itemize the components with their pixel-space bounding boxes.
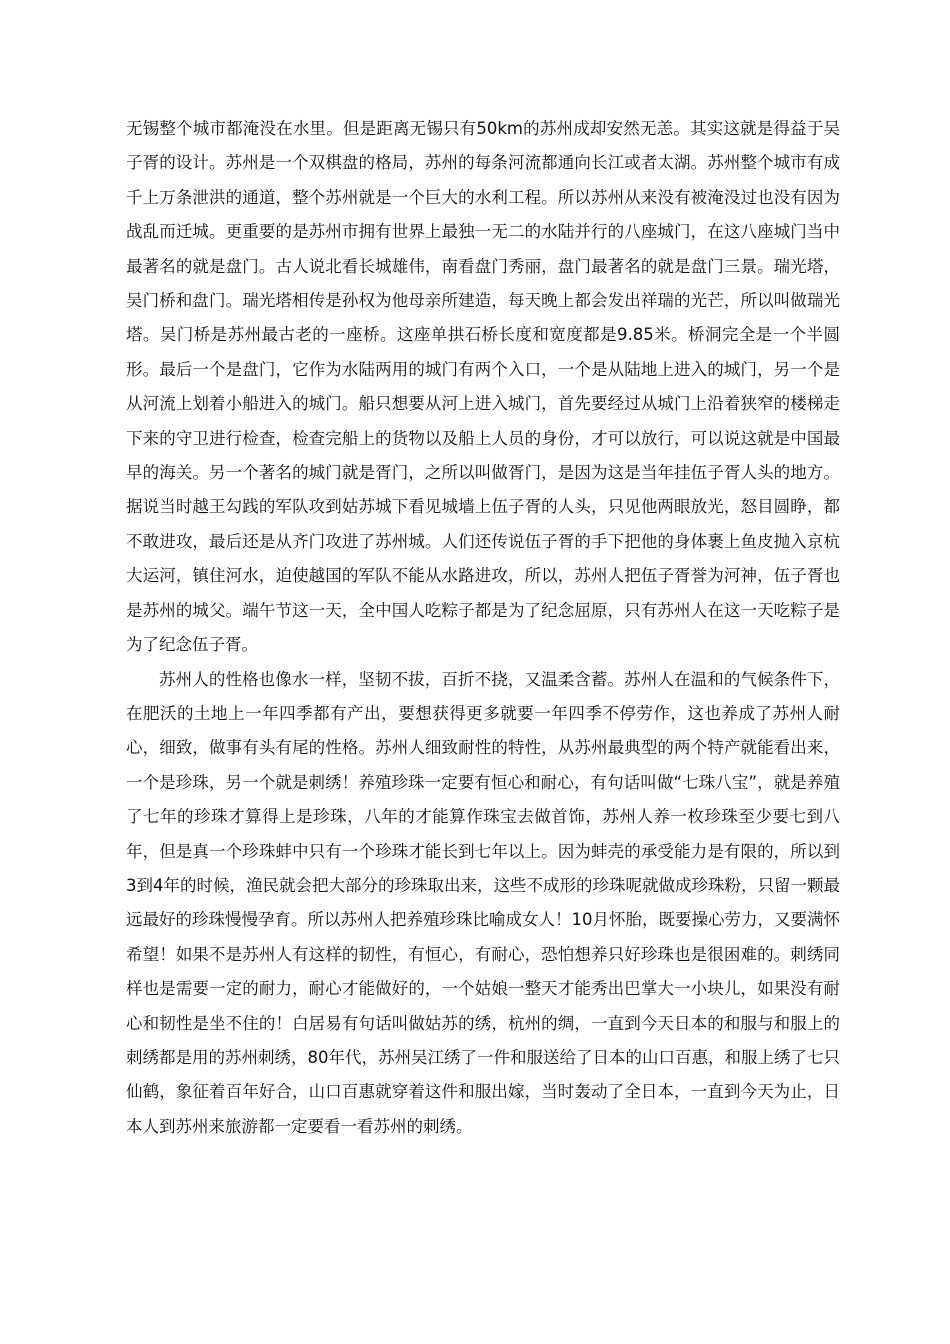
paragraph-suzhou-character: 苏州人的性格也像水一样，坚韧不拔，百折不挠，又温柔含蓄。苏州人在温和的气候条件下，在肥沃的土地上一年四季都有产出，要想获得更多就要一年四季不停劳作，这也养成了苏州人耐心，细致，做事有头有尾的性格。苏州人细致耐性的特性，从苏州最典型的两个特产就能看出来，一个是珍珠，另一个就是刺绣！养殖珍珠一定要有恒心和耐心，有句话叫做“七珠八宝”，就是养殖了七年的珍珠才算得上是珍珠，八年的才能算作珠宝去做首饰，苏州人养一枚珍珠至少要七到八年，但是真一个珍珠蚌中只有一个珍珠才能长到七年以上。因为蚌壳的承受能力是有限的，所以到3到4年的时候，渔民就会把大部分的珍珠取出来，这些不成形的珍珠呢就做成珍珠粉，只留一颗最远最好的珍珠慢慢孕育。所以苏州人把养殖珍珠比喻成女人！10月怀胎，既要操心劳力，又要满怀希望！如果不是苏州人有这样的韧性，有恒心，有耐心，恐怕想养只好珍珠也是很困难的。刺绣同样也是需要一定的耐力，耐心才能做好的，一个姑娘一整天才能秀出巴掌大一小块儿，如果没有耐心和韧性是坐不住的！白居易有句话叫做姑苏的绣，杭州的绸，一直到今天日本的和服与和服上的刺绣都是用的苏州刺绣，80年代，苏州吴江绣了一件和服送给了日本的山口百惠，和服上绣了七只仙鹤，象征着百年好合，山口百惠就穿着这件和服出嫁，当时轰动了全日本，一直到今天为止，日本人到苏州来旅游都一定要看一看苏州的刺绣。 bbox=[126, 669, 840, 1136]
document-body bbox=[126, 112, 840, 1144]
paragraph-wuxi-suzhou-history: 无锡整个城市都淹没在水里。但是距离无锡只有50km的苏州成却安然无恙。其实这就是得益于吴子胥的设计。苏州是一个双棋盘的格局，苏州的每条河流都通向长江或者太湖。苏州整个城市有成千上万条泄洪的通道，整个苏州就是一个巨大的水利工程。所以苏州从来没有被淹没过也没有因为战乱而迁城。更重要的是苏州市拥有世界上最独一无二的水陆并行的八座城门，在这八座城门当中最著名的就是盘门。古人说北看长城雄伟，南看盘门秀丽，盘门最著名的就是盘门三景。瑞光塔，吴门桥和盘门。瑞光塔相传是孙权为他母亲所建造，每天晚上都会发出祥瑞的光芒，所以叫做瑞光塔。吴门桥是苏州最古老的一座桥。这座单拱石桥长度和宽度都是9.85米。桥洞完全是一个半圆形。最后一个是盘门，它作为水陆两用的城门有两个入口，一个是从陆地上进入的城门，另一个是从河流上划着小船进入的城门。船只想要从河上进入城门，首先要经过从城门上沿着狭窄的楼梯走下来的守卫进行检查，检查完船上的货物以及船上人员的身份，才可以放行，可以说这就是中国最早的海关。另一个著名的城门就是胥门，之所以叫做胥门，是因为这是当年挂伍子胥人头的地方。据说当时越王勾践的军队攻到姑苏城下看见城墙上伍子胥的人头，只见他两眼放光，怒目圆睁，都不敢进攻，最后还是从齐门攻进了苏州城。人们还传说伍子胥的手下把他的身体裹上鱼皮抛入京杭大运河，镇住河水，迫使越国的军队不能从水路进攻，所以，苏州人把伍子胥誉为河神，伍子胥也是苏州的城父。端午节这一天，全中国人吃粽子都是为了纪念屈原，只有苏州人在这一天吃粽子是为了纪念伍子胥。 bbox=[126, 119, 840, 655]
